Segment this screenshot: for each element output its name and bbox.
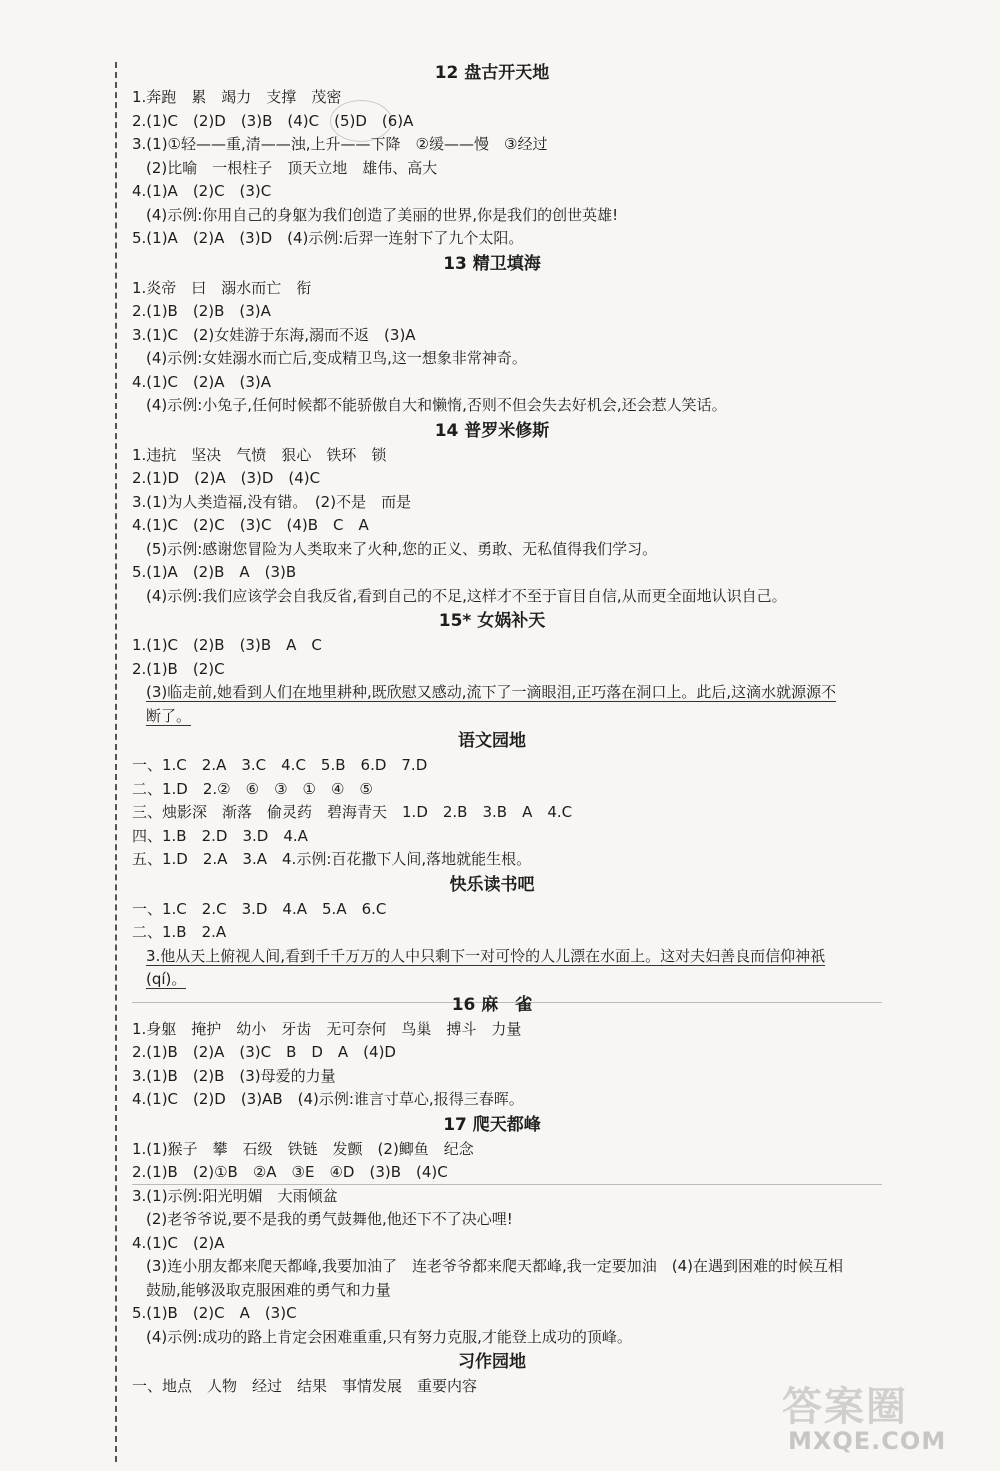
answer-line: (4)示例:你用自己的身躯为我们创造了美丽的世界,你是我们的创世英雄! [146, 205, 619, 224]
section-title: 16 麻 雀 [451, 994, 533, 1015]
answer-line: 2.(1)B (2)①B ②A ③E ④D (3)B (4)C [132, 1163, 448, 1181]
answer-line: 3.(1)示例:阳光明媚 大雨倾盆 [132, 1186, 338, 1205]
answer-line: 一、地点 人物 经过 结果 事情发展 重要内容 [132, 1377, 478, 1395]
answer-line: 1.炎帝 曰 溺水而亡 衔 [132, 278, 312, 297]
section-title: 习作园地 [458, 1352, 526, 1372]
answer-line: 2.(1)C (2)D (3)B (4)C (5)D (6)A [132, 111, 414, 130]
answer-line: 三、烛影深 渐落 偷灵药 碧海青天 1.D 2.B 3.B A 4.C [132, 803, 573, 821]
answer-paragraph: (3)连小朋友都来爬天都峰,我要加油了 连老爷爷都来爬天都峰,我一定要加油 (4)在遇到困难的时候互相鼓励,能够汲取克服困难的勇气和力量 [146, 1257, 844, 1299]
answer-line: 4.(1)A (2)C (3)C [132, 182, 272, 200]
answer-line: 3.(1)①轻——重,清——浊,上升——下降 ②缓——慢 ③经过 [132, 135, 548, 153]
answer-line: 4.(1)C (2)D (3)AB (4)示例:谁言寸草心,报得三春晖。 [132, 1090, 524, 1108]
underlined-text: (3)临走前,她看到人们在地里耕种,既欣慰又感动,流下了一滴眼泪,正巧落在洞口上。此后,这滴水就源源不断了。 [146, 683, 837, 725]
answer-line: 2.(1)B (2)B (3)A [132, 302, 271, 320]
section-title: 17 爬天都峰 [443, 1114, 541, 1135]
section-0 [132, 60, 852, 251]
answer-line: 5.(1)A (2)B A (3)B [132, 563, 297, 581]
answer-line: (4)示例:成功的路上肯定会困难重重,只有努力克服,才能登上成功的顶峰。 [146, 1327, 632, 1346]
answer-line: 4.(1)C (2)C (3)C (4)B C A [132, 516, 369, 534]
answer-line: 1.(1)猴子 攀 石级 铁链 发颤 (2)鲫鱼 纪念 [132, 1139, 474, 1158]
answer-line: 二、1.D 2.② ⑥ ③ ① ④ ⑤ [132, 779, 373, 798]
answer-line: 1.奔跑 累 竭力 支撑 茂密 [132, 88, 342, 106]
underlined-answer [132, 681, 846, 728]
answer-line: 3.(1)C (2)女娃游于东海,溺而不返 (3)A [132, 325, 416, 344]
answer-line: 一、1.C 2.A 3.C 4.C 5.B 6.D 7.D [132, 756, 428, 774]
section-title: 语文园地 [458, 731, 526, 751]
answer-line: 四、1.B 2.D 3.D 4.A [132, 826, 308, 845]
watermark [782, 1375, 982, 1465]
answer-content [132, 60, 852, 1399]
answer-line: 2.(1)B (2)A (3)C B D A (4)D [132, 1043, 396, 1061]
answer-line: 3.(1)为人类造福,没有错。 (2)不是 而是 [132, 492, 412, 511]
section-5 [132, 872, 852, 992]
section-title: 快乐读书吧 [449, 874, 535, 895]
section-7 [132, 1112, 852, 1350]
underlined-text: 3.他从天上俯视人间,看到千千万万的人中只剩下一对可怜的人儿漂在水面上。这对夫妇善良而信仰神祇(qí)。 [146, 946, 826, 988]
section-4 [132, 728, 852, 872]
answer-line: 5.(1)A (2)A (3)D (4)示例:后羿一连射下了九个太阳。 [132, 229, 524, 247]
answer-line: 1.违抗 坚决 气愤 狠心 铁环 锁 [132, 445, 387, 464]
binding-dashed-line [115, 62, 117, 1462]
underlined-answer [132, 945, 846, 992]
answer-line: 1.(1)C (2)B (3)B A C [132, 636, 322, 654]
answer-line: 4.(1)C (2)A (3)A [132, 372, 272, 391]
answer-line: 5.(1)B (2)C A (3)C [132, 1304, 297, 1322]
answer-line: (4)示例:小兔子,任何时候都不能骄傲自大和懒惰,否则不但会失去好机会,还会惹人笑话。 [146, 396, 727, 414]
section-3 [132, 608, 852, 728]
answer-line: (5)示例:感谢您冒险为人类取来了火种,您的正义、勇敢、无私值得我们学习。 [146, 539, 658, 558]
answer-line: 2.(1)B (2)C [132, 659, 225, 678]
answer-line: (2)比喻 一根柱子 顶天立地 雄伟、高大 [146, 158, 438, 177]
section-8 [132, 1349, 852, 1399]
section-6 [132, 992, 852, 1112]
answer-line: 一、1.C 2.C 3.D 4.A 5.A 6.C [132, 899, 387, 918]
section-1 [132, 251, 852, 418]
answer-line: 五、1.D 2.A 3.A 4.示例:百花撒下人间,落地就能生根。 [132, 850, 532, 868]
answer-line: 2.(1)D (2)A (3)D (4)C [132, 469, 321, 487]
section-2 [132, 418, 852, 609]
answer-line: 二、1.B 2.A [132, 923, 227, 941]
answer-line: 1.身躯 掩护 幼小 牙齿 无可奈何 鸟巢 搏斗 力量 [132, 1019, 522, 1038]
answer-line: 3.(1)B (2)B (3)母爱的力量 [132, 1066, 336, 1085]
section-title: 14 普罗米修斯 [434, 420, 550, 441]
answer-line: (4)示例:我们应该学会自我反省,看到自己的不足,这样才不至于盲目自信,从而更全面地认识自己。 [146, 586, 787, 605]
answer-line: (4)示例:女娃溺水而亡后,变成精卫鸟,这一想象非常神奇。 [146, 349, 527, 367]
answer-line: 4.(1)C (2)A [132, 1233, 225, 1252]
watermark-logo: 答案圈 [782, 1384, 908, 1430]
section-title: 13 精卫填海 [443, 253, 541, 274]
section-title: 12 盘古开天地 [434, 63, 550, 83]
answer-line: (2)老爷爷说,要不是我的勇气鼓舞他,他还下不了决心哩! [146, 1210, 513, 1228]
watermark-url: MXQE.COM [788, 1427, 947, 1455]
section-title: 15* 女娲补天 [438, 611, 546, 631]
